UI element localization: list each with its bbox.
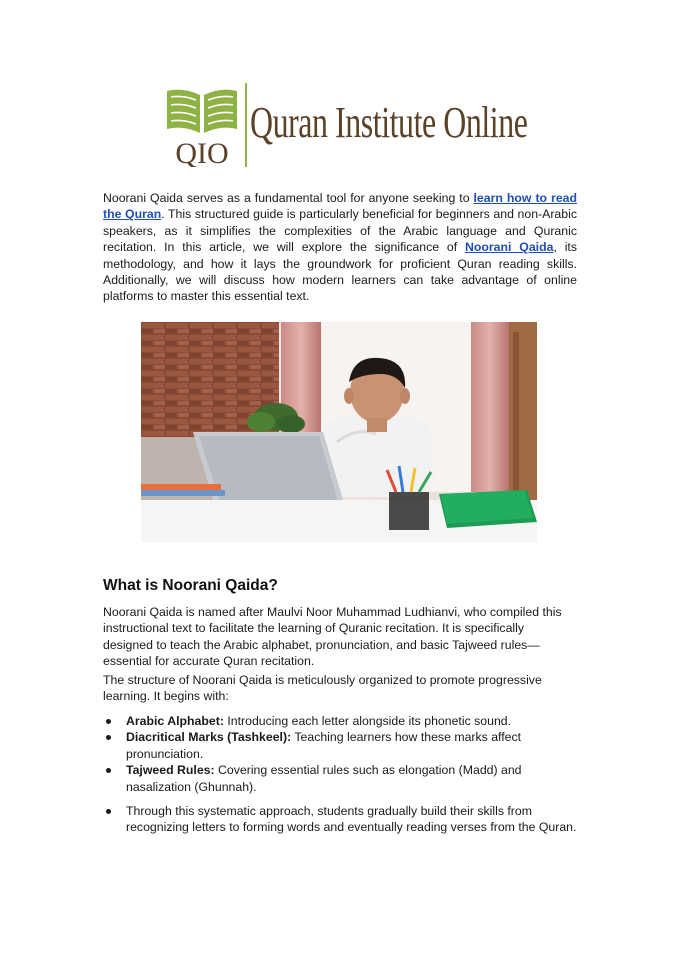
list-item-text: Teaching learners how these marks affect pronunciation.: [126, 730, 522, 761]
list-item-text: Through this systematic approach, students gradually build their skills from recognizing letters to forming words and eventually reading verses from the Quran.: [126, 804, 577, 835]
list-item: [103, 713, 577, 729]
learn-quran-link[interactable]: learn how to read the Quran: [103, 191, 578, 222]
list-item-text: Introducing each letter alongside its phonetic sound.: [223, 714, 512, 728]
list-item: [103, 729, 577, 762]
list-item-text: Covering essential rules such as elongation (Madd) and nasalization (Ghunnah).: [126, 763, 522, 794]
list-item-term: Arabic Alphabet:: [126, 714, 224, 728]
logo-name: Quran Institute Online: [250, 98, 528, 147]
list-item: [103, 803, 577, 836]
section-paragraph-2: The structure of Noorani Qaida is meticulously organized to promote progressive learning. It begins with:: [103, 673, 542, 704]
logo-mark-text: QIO: [175, 137, 229, 167]
logo-divider: [245, 83, 247, 167]
intro-text-1: Noorani Qaida serves as a fundamental tool for anyone seeking to: [103, 191, 474, 205]
section-title: What is Noorani Qaida?: [103, 577, 278, 594]
section-paragraph-1: Noorani Qaida is named after Maulvi Noor Muhammad Ludhianvi, who compiled this instructional text to facilitate the learning of Quranic recitation. It is specifically designed to teach the Arabic alphabet, pronunciation, and basic Tajweed rules—essential for accurate Quran recitation.: [103, 605, 562, 669]
bullet-list: [103, 713, 577, 836]
list-item-term: Tajweed Rules:: [126, 763, 215, 778]
list-item: [103, 762, 577, 795]
intro-text-2: . This structured guide is particularly beneficial for beginners and non-Arabic speakers, as it simplifies the complexities of the Arabic language and Quranic recitation. In this article, we will explore the significance of: [103, 207, 577, 255]
intro-text-3: , its methodology, and how it lays the groundwork for proficient Quran reading skills. Additionally, we will discuss how modern learners can take advantage of online platforms to master this essential text.: [103, 240, 577, 304]
list-item-term: Diacritical Marks (Tashkeel):: [126, 730, 292, 745]
brand-logo: [163, 83, 528, 167]
noorani-qaida-link[interactable]: Noorani Qaida: [464, 240, 554, 255]
intro-paragraph: [103, 190, 577, 305]
boy-studying-laptop-photo: [141, 322, 537, 542]
open-book-logo-icon: [163, 83, 241, 167]
